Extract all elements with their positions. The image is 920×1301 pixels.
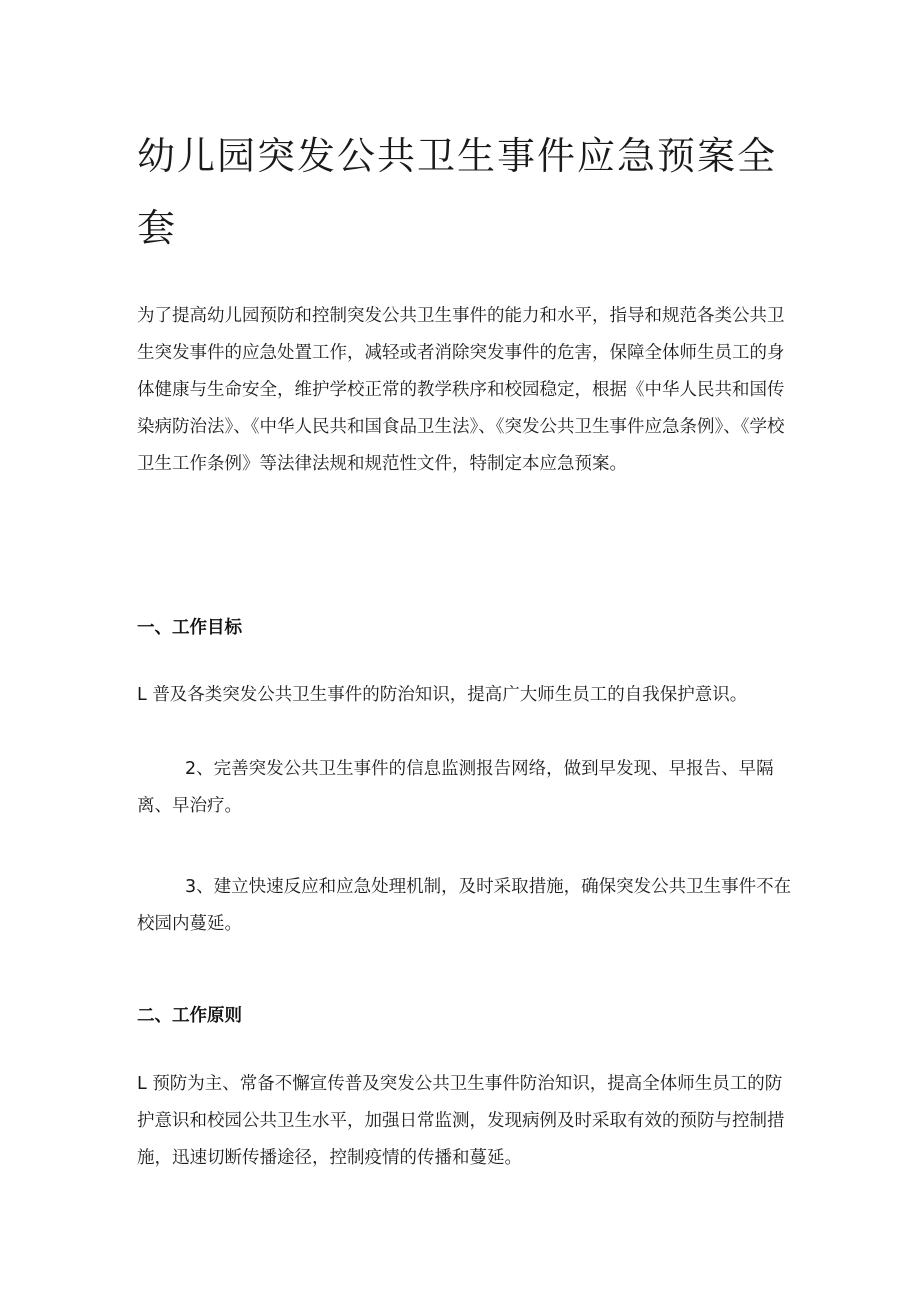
section-heading-work-goals: 一、工作目标 <box>137 618 242 638</box>
goal-item-3: 3、建立快速反应和应急处理机制，及时采取措施，确保突发公共卫生事件不在校园内蔓延。 <box>137 877 792 934</box>
principle-item-1: L 预防为主、常备不懈宣传普及突发公共卫生事件防治知识，提高全体师生员工的防护意识和校园公共卫生水平，加强日常监测，发现病例及时采取有效的预防与控制措施，迅速切断传播途径，控制疫情的传播和蔓延。 <box>137 1074 785 1168</box>
goal-item-1: L 普及各类突发公共卫生事件的防治知识，提高广大师生员工的自我保护意识。 <box>137 685 748 705</box>
goal-item-2: 2、完善突发公共卫生事件的信息监测报告网络，做到早发现、早报告、早隔离、早治疗。 <box>137 759 774 816</box>
section-heading-work-principles: 二、工作原则 <box>137 1006 242 1026</box>
document-title: 幼儿园突发公共卫生事件应急预案全套 <box>137 134 778 250</box>
intro-paragraph: 为了提高幼儿园预防和控制突发公共卫生事件的能力和水平，指导和规范各类公共卫生突发事件的应急处置工作，减轻或者消除突发事件的危害，保障全体师生员工的身体健康与生命安全，维护学校正常的教学秩序和校园稳定，根据《中华人民共和国传染病防治法》、《中华人民共和国食品卫生法》、《突发公共卫生事件应急条例》、《学校卫生工作条例》等法律法规和规范性文件，特制定本应急预案。 <box>137 306 785 474</box>
